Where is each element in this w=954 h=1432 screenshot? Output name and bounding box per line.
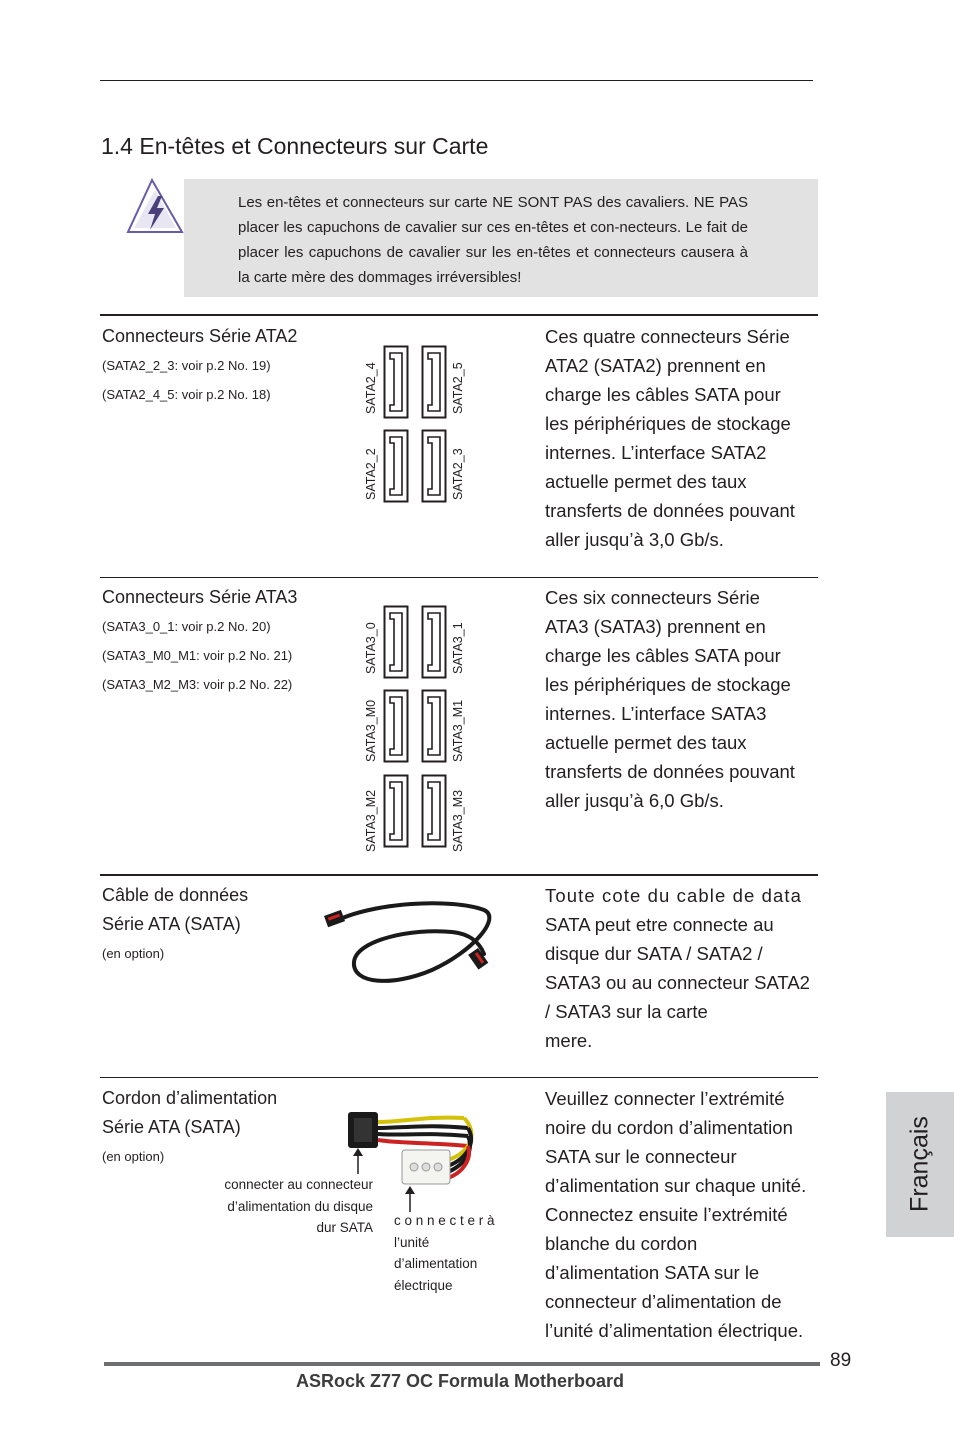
sata2-port-label: SATA2_2	[364, 448, 378, 500]
footer-rule	[104, 1362, 820, 1366]
sata2-port-icon	[421, 345, 447, 419]
divider-power	[100, 1077, 818, 1078]
sata3-port-label: SATA3_0	[364, 622, 378, 674]
sata2-port-label: SATA2_3	[451, 448, 465, 500]
sata-data-cable-image	[312, 892, 502, 992]
sata3-port-icon	[421, 689, 447, 763]
power-title: Cordon d’alimentation Série ATA (SATA)	[102, 1088, 278, 1137]
sata3-ref-3: (SATA3_M2_M3: voir p.2 No. 22)	[102, 677, 293, 692]
page-number: 89	[830, 1350, 852, 1371]
sata3-port-label: SATA3_1	[451, 622, 465, 674]
power-caption-right: c o n n e c t e r à l’unité d’alimentation électrique	[394, 1213, 495, 1293]
sata3-port-icon	[421, 774, 447, 848]
divider-sata3	[100, 577, 818, 578]
warning-triangle-icon	[124, 176, 186, 238]
arrow-up-icon	[404, 1186, 416, 1212]
sata2-port-label: SATA2_4	[364, 362, 378, 414]
divider-sata2	[100, 314, 818, 316]
sata2-description: Ces quatre connecteurs Série ATA2 (SATA2) prennent en charge les câbles SATA pour les périphériques de stockage internes. L’interface SATA2 actuelle permet des taux transferts de données pouvant aller jusqu’à 3,0 Gb/s.	[545, 326, 795, 550]
sata3-port-label: SATA3_M1	[451, 699, 465, 762]
sata2-ref-2: (SATA2_4_5: voir p.2 No. 18)	[102, 387, 271, 402]
sata3-port-label: SATA3_M3	[451, 789, 465, 852]
sata3-ref-1: (SATA3_0_1: voir p.2 No. 20)	[102, 619, 271, 634]
arrow-up-icon	[352, 1148, 364, 1174]
sata2-port-icon	[383, 345, 409, 419]
sata2-port-label: SATA2_5	[451, 362, 465, 414]
cable-title: Câble de données Série ATA (SATA)	[102, 885, 249, 934]
sata3-port-icon	[383, 689, 409, 763]
sata3-title: Connecteurs Série ATA3	[102, 587, 298, 607]
cable-option: (en option)	[102, 946, 165, 961]
power-description: Veuillez connecter l’extrémité noire du cordon d’alimentation SATA sur le connecteur d’alimentation sur chaque unité. Connectez ensuite l’extrémité blanche du cordon d’alimentation SATA sur le connecteur d’alimentation de l’unité d’alimentation électrique.	[545, 1088, 807, 1341]
sata2-ref-1: (SATA2_2_3: voir p.2 No. 19)	[102, 358, 271, 373]
power-caption-left: connecter au connecteur d’alimentation du disque dur SATA	[224, 1177, 373, 1235]
language-tab	[886, 1092, 954, 1237]
sata3-ref-2: (SATA3_M0_M1: voir p.2 No. 21)	[102, 648, 293, 663]
language-tab-label: Français	[905, 1116, 934, 1212]
power-option: (en option)	[102, 1149, 165, 1164]
sata3-port-label: SATA3_M0	[364, 699, 378, 762]
sata3-description: Ces six connecteurs Série ATA3 (SATA3) prennent en charge les câbles SATA pour les périphériques de stockage internes. L’interface SATA3 actuelle permet des taux transferts de données pouvant aller jusqu’à 6,0 Gb/s.	[545, 587, 795, 811]
warning-text: Les en-têtes et connecteurs sur carte NE SONT PAS des cavaliers. NE PAS placer les capuchons de cavalier sur ces en-têtes et con-necteurs. Le fait de placer les capuchons de cavalier sur les en-têtes et connecteurs causera à la carte mère des dommages irréversibles!	[238, 194, 748, 286]
sata3-port-icon	[421, 605, 447, 679]
divider-cable	[100, 874, 818, 876]
sata3-port-icon	[383, 774, 409, 848]
sata2-port-icon	[383, 429, 409, 503]
top-rule	[100, 80, 813, 81]
cable-description: Toute cote du cable de data SATA peut etre connecte au disque dur SATA / SATA2 / SATA3 ou au connecteur SATA2 / SATA3 sur la carte mere.	[545, 885, 810, 1051]
sata3-port-label: SATA3_M2	[364, 789, 378, 852]
sata2-title: Connecteurs Série ATA2	[102, 326, 298, 346]
sata2-port-icon	[421, 429, 447, 503]
section-title: 1.4 En-têtes et Connecteurs sur Carte	[101, 133, 489, 159]
footer-text: ASRock Z77 OC Formula Motherboard	[296, 1371, 625, 1391]
sata3-port-icon	[383, 605, 409, 679]
